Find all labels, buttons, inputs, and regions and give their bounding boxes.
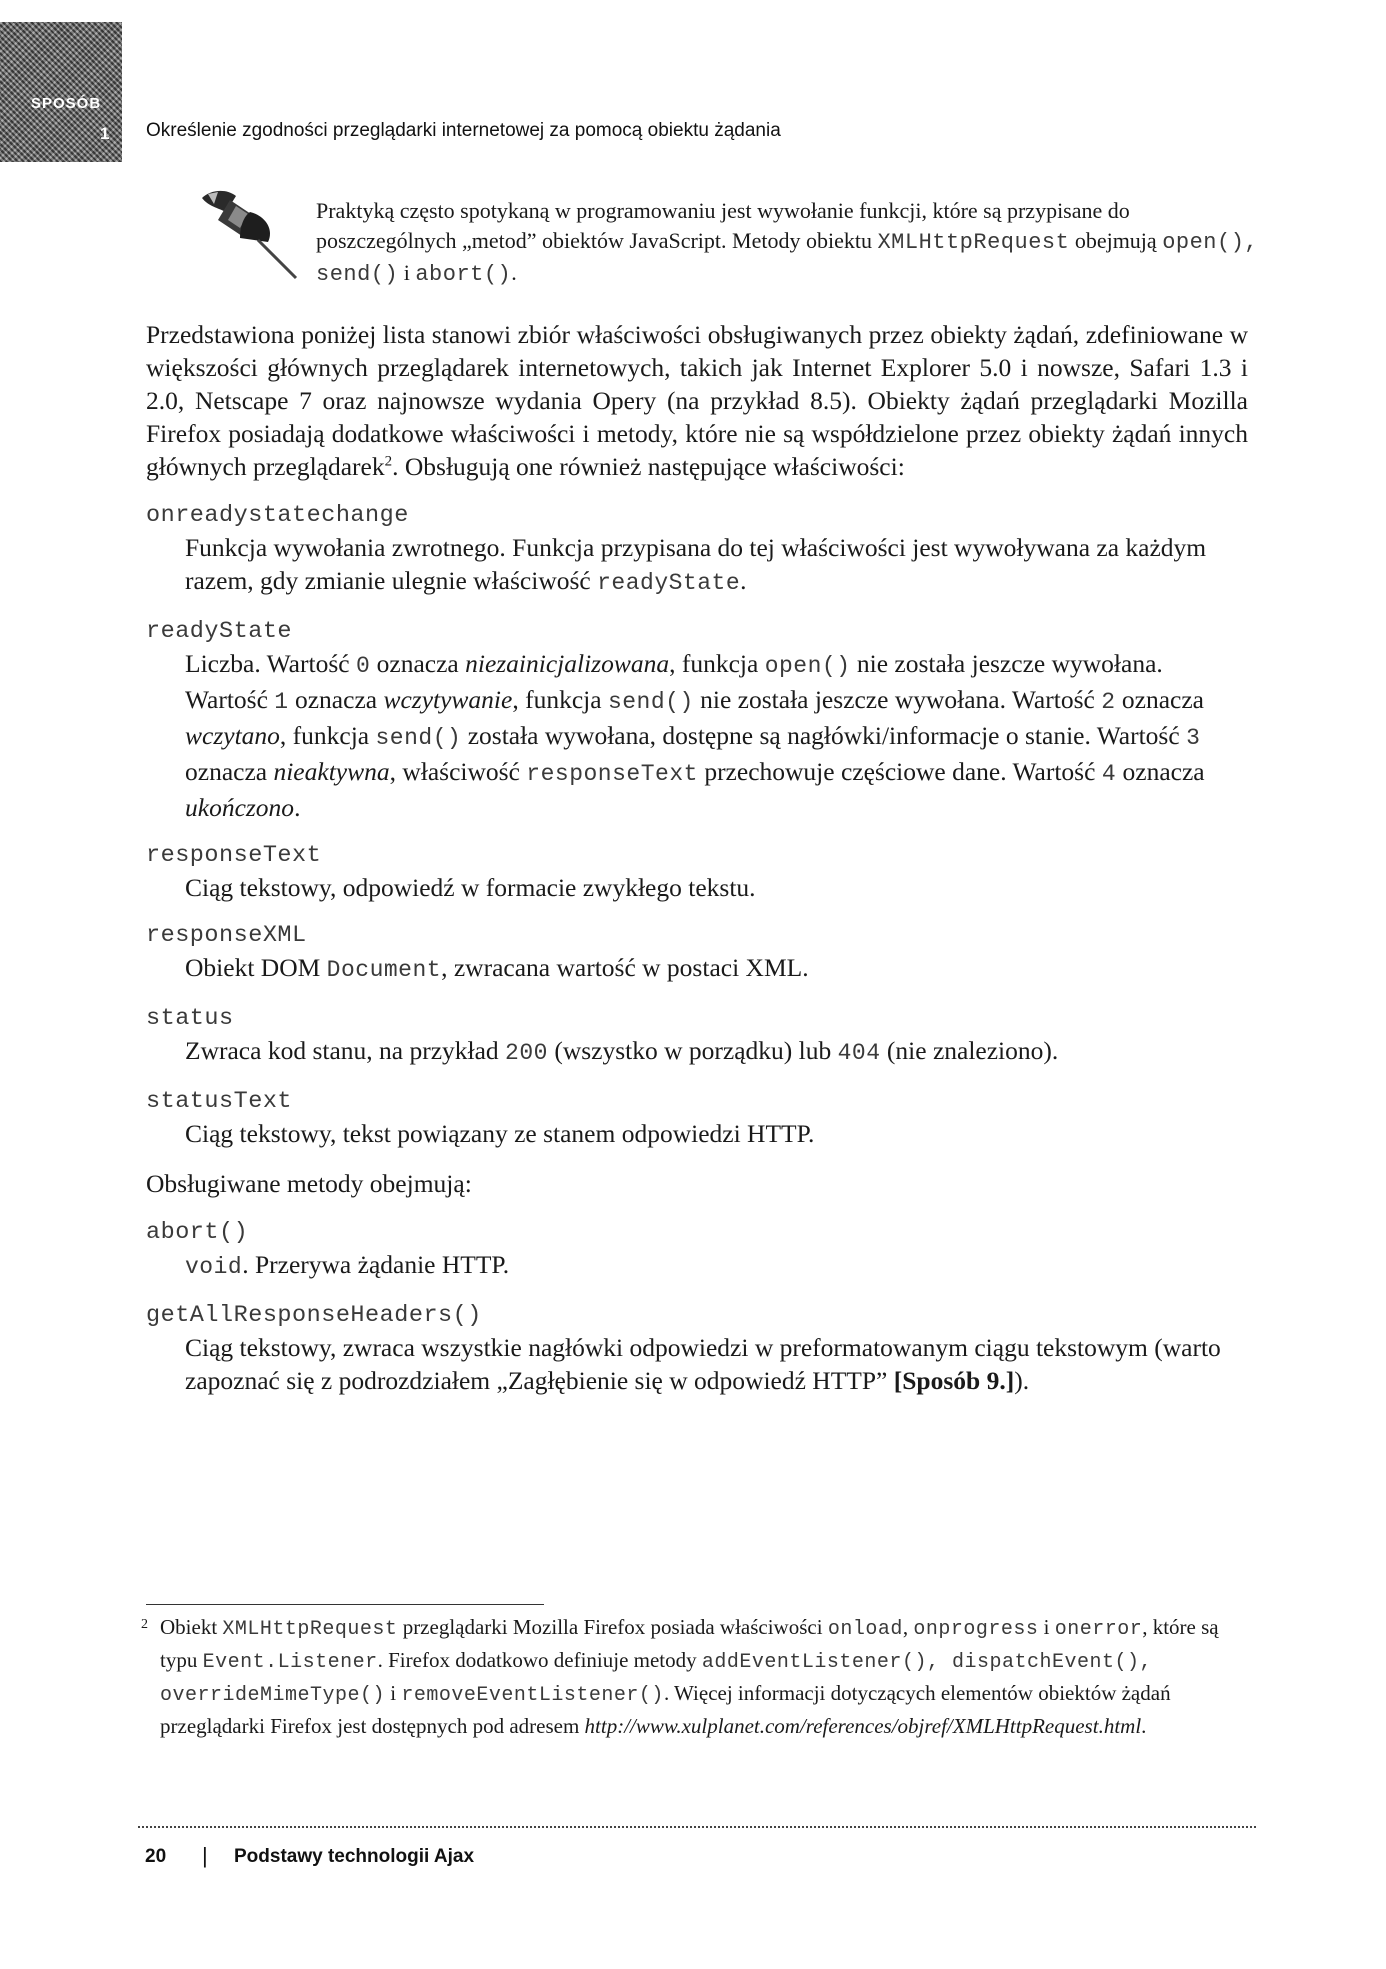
property-desc-status: Zwraca kod stanu, na przykład 200 (wszystko w porządku) lub 404 (nie znaleziono). bbox=[185, 1036, 1059, 1066]
book-title: Podstawy technologii Ajax bbox=[234, 1846, 475, 1867]
pushpin-icon bbox=[196, 186, 302, 284]
footer-separator: | bbox=[202, 1843, 208, 1868]
method-term-getallresponseheaders: getAllResponseHeaders() bbox=[146, 1302, 482, 1329]
note-text: Praktyką często spotykaną w programowaniu jest wywołanie funkcji, które są przypisane do poszczególnych „metod” obiektów JavaScript. Metody obiektu XMLHttpRequest obejmują open(), send() i abort(). bbox=[316, 198, 1259, 287]
badge-label: SPOSÓB bbox=[31, 95, 102, 112]
property-term-onreadystatechange: onreadystatechange bbox=[146, 502, 409, 529]
running-header: Określenie zgodności przeglądarki internetowej za pomocą obiektu żądania bbox=[146, 120, 781, 141]
footnote-number: 2 bbox=[141, 1617, 148, 1632]
property-desc-responsexml: Obiekt DOM Document, zwracana wartość w postaci XML. bbox=[185, 953, 809, 983]
method-desc-getallresponseheaders: Ciąg tekstowy, zwraca wszystkie nagłówki odpowiedzi w preformatowanym ciągu tekstowym (warto zapoznać się z podrozdziałem „Zagłębienie się w odpowiedź HTTP” [Sposób 9.]). bbox=[185, 1333, 1221, 1395]
property-term-readystate: readyState bbox=[146, 618, 293, 645]
footnote: 2 Obiekt XMLHttpRequest przeglądarki Mozilla Firefox posiada właściwości onload, onprogress i onerror, które są typu Event.Listener. Firefox dodatkowo definiuje metody addEventListener(), dispatchEvent(), overrideMimeType() i removeEventListener(). Więcej informacji dotyczących elementów obiektów żądań przeglądarki Firefox jest dostępnych pod adresem http://www.xulplanet.com/references/objref/XMLHttpRequest.html. bbox=[146, 1612, 1256, 1742]
main-content bbox=[146, 318, 1248, 1414]
footnote-ref: 2 bbox=[384, 453, 393, 470]
property-desc-statustext: Ciąg tekstowy, tekst powiązany ze stanem odpowiedzi HTTP. bbox=[185, 1119, 815, 1148]
footer-rule bbox=[138, 1826, 1256, 1828]
method-term-abort: abort() bbox=[146, 1219, 249, 1246]
property-term-responsexml: responseXML bbox=[146, 922, 307, 949]
methods-intro: Obsługiwane metody obejmują: bbox=[146, 1169, 472, 1198]
intro-paragraph: Przedstawiona poniżej lista stanowi zbiór właściwości obsługiwanych przez obiekty żądań, zdefiniowane w większości głównych przeglądarek internetowych, takich jak Internet Explorer 5.0 i nowsze, Safari 1.3 i 2.0, Netscape 7 oraz najnowsze wydania Opery (na przykład 8.5). Obiekty żądań przeglądarki Mozilla Firefox posiadają dodatkowe właściwości i metody, które nie są współdzielone przez obiekty żądań innych głównych przeglądarek$^2$. Obsługują one również następujące właściwości: bbox=[146, 320, 1248, 481]
property-term-responsetext: responseText bbox=[146, 842, 322, 869]
page-number: 20 bbox=[145, 1846, 167, 1867]
property-desc-readystate: Liczba. Wartość 0 oznacza niezainicjalizowana, funkcja open() nie została jeszcze wywołana. Wartość 1 oznacza wczytywanie, funkcja send() nie została jeszcze wywołana. Wartość 2 oznacza wczytano, funkcja send() została wywołana, dostępne są nagłówki/informacje o stanie. Wartość 3 oznacza nieaktywna, właściwość responseText przechowuje częściowe dane. Wartość 4 oznacza ukończono. bbox=[185, 649, 1205, 822]
cross-reference: [Sposób 9.] bbox=[893, 1366, 1015, 1395]
property-desc-onreadystatechange: Funkcja wywołania zwrotnego. Funkcja przypisana do tej właściwości jest wywoływana za każdym razem, gdy zmianie ulegnie właściwość readyState. bbox=[185, 533, 1207, 596]
method-desc-abort: void. Przerywa żądanie HTTP. bbox=[185, 1250, 510, 1280]
footnote-url[interactable]: http://www.xulplanet.com/references/objref/XMLHttpRequest.html bbox=[584, 1714, 1142, 1738]
property-term-statustext: statusText bbox=[146, 1088, 293, 1115]
property-desc-responsetext: Ciąg tekstowy, odpowiedź w formacie zwykłego tekstu. bbox=[185, 873, 756, 902]
property-term-status: status bbox=[146, 1005, 234, 1032]
footnote-rule bbox=[146, 1604, 544, 1605]
badge-number: 1 bbox=[100, 124, 110, 143]
